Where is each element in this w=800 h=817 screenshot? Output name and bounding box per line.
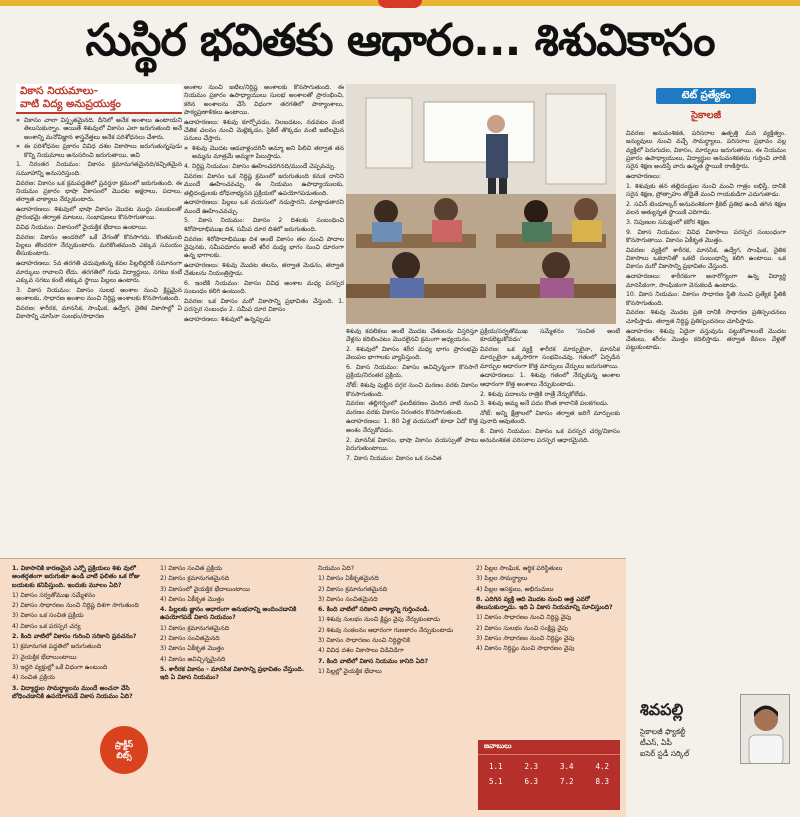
page-headline: సుస్థిర భవితకు ఆధారం... శిశువికాసం: [85, 15, 715, 66]
practice-question: 2. కింది వాటిలో వికాసం గురించి సరికాని ప్రవచనం?: [12, 633, 137, 641]
practice-option: 2) వికాసం క్రమానుగతమైనది: [160, 575, 230, 583]
practice-option: 1) వికాసం ఏకీకృతమైనది: [318, 575, 379, 583]
paragraph: వివరణ: ఒక వ్యక్తి శారీరక మార్పులైనా, మానసిక మార్పులైనా ఒక్కసారిగా సంభవించవు. గతంలో ఏర్పడిన మార్పుల ఆధారంగా కొత్త మార్పులు చేర్పులు జరుగుతాయి.: [480, 346, 620, 370]
article-column-1: [16, 84, 182, 554]
practice-option: 2) వికాసం సులభం నుంచి సంక్లిష్ట వైపు: [476, 624, 568, 632]
author-role: [640, 726, 740, 759]
practice-option: 4) సంచిత ప్రక్రియ: [12, 674, 55, 682]
practice-option: 1) వికాసం సర్వతోముఖ సమ్మేళనం: [12, 591, 96, 599]
paragraph: 1. శిశువుకు తన తల్లిదండ్రుల నుంచి మంచి గాత్రం లభిస్తే, దానికి సరైన శిక్షణ, ప్రోత్సాహం తోడైతే మంచి గాయకుడిగా ఎదుగుతాడు.: [626, 182, 786, 199]
paragraph: 6. వికాస నియమం: వికాసం అవిచ్ఛిన్నంగా కొనసాగే ప్రక్రియ/నిరంతర ప్రక్రియ.: [346, 364, 478, 380]
answers-table: [478, 759, 620, 789]
author-photo: [740, 694, 790, 764]
paragraph: ఉదాహరణ: శిశువు ఏదైనా వస్తువును పట్టుకోవాలంటే మొదట చేతులు, శరీరం మొత్తం కదిలిస్తాడు. తర్వాత కేవలం వేళ్లతో పట్టుకుంటాడు.: [626, 327, 786, 352]
paragraph: » శిశువు మొదట ఆడవాళ్లందరినీ అమ్మా అని పిలిచి తర్వాత తన అమ్మను మాత్రమే అమ్మగా పిలుస్తాడు.: [184, 145, 344, 162]
section1-list: [16, 117, 182, 160]
paragraph: ఉదాహరణలు: 1. 80 ఏళ్ల వయసులో కూడా ఏదో కొత్త అంశం నేర్చుకోవడం.: [346, 418, 478, 434]
paragraph: ఉదాహరణలు: శిశువులో ఉన్నప్పుడు: [184, 316, 271, 324]
paragraph: 3. వికాస నియమం: వికాసం సులభ అంశాల నుంచి క్లిష్టమైన అంశాలకు, సాధారణ అంశాల నుంచి నిర్దిష్ట అంశాలకు కొనసాగుతుంది.: [16, 286, 182, 302]
answer-cell: 3.4: [559, 762, 574, 771]
practice-option: నియమం ఏది?: [318, 565, 355, 572]
answer-cell: 5.1: [488, 777, 503, 786]
practice-option: 3) వికాసం ఒక సంచిత ప్రక్రియ: [12, 612, 84, 620]
section-heading-line1: వికాస నియమాలు-: [20, 85, 99, 97]
answer-cell: 1.1: [488, 762, 503, 771]
answers-row: [478, 774, 620, 789]
practice-question: 1. వికాసానికి కారణమైన ఎన్నో ప్రక్రియలు శిశు వులో అంతర్గతంగా జరుగుతూ ఉండి వాటి ఫలితం ఒక రోజు బయటకు కనిపిస్తుంది. ఇందుకు మూలం ఏది?: [12, 565, 140, 589]
paragraph: 6. ఇంటికి నియమం: వికాసం వివిధ అంశాల మధ్య పరస్పర సంబంధం కలిగి ఉంటుంది.: [184, 280, 344, 296]
paragraph: ఉదాహరణలు:: [626, 172, 661, 180]
author-name: శివపల్లి: [640, 700, 684, 719]
answers-title: జవాబులు: [478, 740, 620, 755]
paragraph: వివరణ: వికాసం ఒక క్రమపద్ధతిలో ప్రవర్తనా క్రమంలో జరుగుతుంది. ఈ నియమం ప్రకారం భాషా వికాసంలో మొదట అక్షరాలు, పదాలు, తర్వాత వాక్యాలు నేర్చుకుంటారు.: [16, 179, 182, 204]
practice-option: 2) వైయక్తిక భేదాలుంటాయి: [12, 653, 77, 661]
practice-option: 4) వికాసం ఒక పరస్పర చర్య: [12, 622, 81, 630]
practice-column-3: [318, 565, 468, 810]
paragraph: ఉదాహరణలు: శిశువు మొదట తలను, తర్వాత మెడను, తర్వాత చేతులను నియంత్రిస్తాడు.: [184, 261, 344, 278]
paragraph: 2. శిశువులో వికాసం శరీర మధ్య భాగం ప్రారంభమై వెలుపల భాగాలకు వ్యాపిస్తుంది.: [346, 346, 478, 362]
paragraph: వివరణ: అనువంశికత, పరిసరాల ఉత్పత్తి మన వ్యక్తిత్వం. జన్యువులు నుంచి వచ్చే సామర్థ్యాలు, పరిసరాల ప్రభావం వల్ల వ్యక్తిలో పెరుగుదల, వికాసం, మార్పులు జరుగుతాయి. ఈ నియమం ప్రకారం ఉపాధ్యాయులు, విద్యార్థుల అనువంశికతను గుర్తించి వారికి సరైన శిక్షణ అందిస్తే వారు ఉన్నత స్థాయికి రాణిస్తారు.: [626, 130, 786, 171]
practice-option: 2) పిల్లల సాంఘిక, ఆర్థిక పరిస్థితులు: [476, 565, 563, 572]
paragraph: వివరణ: ఒక వికాసం మరో వికాసాన్ని ప్రభావితం చేస్తుంది. 1. పరస్పర సంబంధం 2. సమీప దూర వికాసం: [184, 298, 344, 314]
practice-option: 4) వివిధ దశల వికాసాలు విడివిడిగా: [318, 647, 404, 655]
practice-option: 1) వికాసం సాధారణం నుంచి నిర్దిష్ట వైపు: [476, 614, 572, 622]
paragraph: ఉదాహరణలు: 5వ తరగతి చదువుతున్న కవల పిల్లలిద్దరికీ సమానంగా మార్కులు రావాలని లేదు. తరగతిలో గుడు విద్యార్థులు, సగటు కంటే ఎక్కువ సగటు కంటే తక్కువ స్థాయి పిల్లలు ఉంటారు.: [16, 260, 182, 284]
section-heading-line2: వాటి విద్య అనుప్రయుక్తం: [20, 98, 121, 110]
practice-question: 3. విద్యార్థుల సామర్థ్యాలను ముందే అంచనా వేసి బోధించడానికి ఉపయోగపడే వికాస నియమం ఏది?: [12, 684, 133, 700]
article-column-2: [184, 84, 344, 554]
article-column-4: [480, 328, 620, 554]
practice-option: 3) పిల్లల సామర్థ్యాలు: [476, 575, 528, 583]
practice-option: 1) వికాసం క్రమానుగతమైనది: [160, 624, 230, 632]
practice-option: 1) శిశువు సులభం నుంచి క్లిష్టం వైపు నేర్చుకుంటాడు: [318, 616, 441, 624]
paragraph: అంశాల నుంచి జటిల/నిర్దిష్ట అంశాలకు కొనసాగుతుంది. ఈ నియమం ప్రకారం ఉపాధ్యాయులు సులభ అంశాలతో ప్రారంభించి, కఠిన అంశాలను చేసే విధంగా తరగతిలో పాఠ్యాంశాలు, పాఠ్యప్రణాళికలు ఉంటాయి.: [184, 84, 344, 116]
paragraph: ఉదాహరణలు: శారీరకంగా అనారోగ్యంగా ఉన్న విద్యార్థి మానసికంగా, సాంఘికంగా వెనుకబడి ఉంటాడు.: [626, 273, 786, 289]
practice-label-line2: బిట్స్: [116, 751, 132, 760]
answer-cell: 6.3: [524, 777, 539, 786]
paragraph: ఉదాహరణలు: శిశువులో భాషా వికాసం మొదట ముద్దు పలుకులతో ప్రారంభమై తర్వాత మాటలు, సంభాషణలు కొనసాగుతాయి.: [16, 205, 182, 222]
subject-label: సైకాలజీ: [690, 110, 722, 121]
practice-option: 4) వికాసం అవిచ్ఛిన్నమైనది: [160, 655, 226, 663]
paragraph: 3. శిశువు అమ్మ అనే పదం కొంత కాలానికి పలకగలడు.: [480, 400, 609, 408]
practice-option: 3) ఇద్దరి వ్యక్తుల్లో ఒకే విధంగా ఉంటుంది: [12, 663, 108, 671]
paragraph: వివరణ: వికాసం అందరిలో ఒకే వేగంతో కొనసాగదు. కొంతమంది పిల్లలు తొందరగా నేర్చుకుంటారు. మరికొంతమంది ఎక్కువ సమయం తీసుకుంటారు.: [16, 233, 182, 258]
paragraph: » ఈ పరిశోధనల ప్రకారం వివిధ దశల వికాసాలు జరుగుతున్నపుడు కొన్ని నియమాలు అనుసరించి జరుగుతాయి. అవి: [16, 143, 182, 160]
paragraph: 1. నిరంతర నియమం: వికాసం క్రమానుగతమైనది/కచ్చితమైన సమూహాన్ని అనుసరిస్తుంది.: [16, 161, 182, 177]
practice-option: 3) వికాసం సంచితమైనది: [318, 595, 378, 603]
paragraph: 5. వికాస నియమం: వికాసం 2 దిశలకు సంబంధించి శిరోపాదాభిముఖ దిశ, సమీప దూర దిశలో జరుగుతుంది.: [184, 217, 344, 233]
practice-column-1: [12, 565, 152, 810]
tet-special-box: [626, 88, 786, 128]
author-box: [626, 686, 800, 817]
paragraph: 2. మానసిక వికాసం, భాషా వికాసం వయస్సుతో పాటు పెరుగుతుంటాయి.: [346, 436, 478, 452]
answer-cell: 2.3: [524, 762, 539, 771]
classroom-photo: [346, 84, 616, 324]
paragraph: వివరణ: శిశువు మొదట ప్రతి దానికి సాధారణ ప్రతిస్పందనలు చూపిస్తాడు. తర్వాత నిర్దిష్ట ప్రతిస్పందనలు చూపిస్తాడు.: [626, 309, 786, 325]
paragraph: ఉదాహరణలు: శిశువు కూర్చోవడం, నిలబడటం, నడవటం వంటి చేతిక చలనం నుంచి మెట్లెక్కడం, సైకిల్ తొక్కడం వంటి జటిలమైన పనులు చేస్తారు.: [184, 118, 344, 143]
paragraph: నోట్: అన్ని క్షేత్రాలలో వికాసం తర్వాత జరిగే మార్పులకు పునాది ఆవుతుంది.: [480, 410, 620, 426]
author-role-line3: ఐసెర్ స్టడీ సర్కిల్: [640, 749, 690, 758]
paragraph: శిశువు కదలికలు అంటే మొదట చేతులను విస్తరిస్తూ వేళ్లను కదిలించటం మొదలైనవి క్రమంగా అధ్యయనం.: [346, 328, 478, 344]
paragraph: వివరణ: వికాసం ఒక నిర్దిష్ట క్రమంలో జరుగుతుంది కనుక దానిని ముందే ఊహించవచ్చు. ఈ నియమం ఉపాధ్యాయులకు, తల్లిదండ్రులకు బోధనాభ్యసన ప్రక్రియలో ఉపయోగపడుతుంది.: [184, 172, 344, 197]
practice-question: 5. శారీరక వికాసం - మానసిక వికాసాన్ని ప్రభావితం చేస్తుంది. ఇది ఏ వికాస నియమం?: [160, 665, 305, 682]
practice-question: 7. కింది వాటిలో వికాస నియమం కానిది ఏది?: [318, 657, 429, 665]
paragraph: 9. వికాస నియమం: వివిధ వికాసాలు పరస్పర సంబంధంగా కొనసాగుతాయి. వికాసం ఏకీకృత మొత్తం.: [626, 228, 786, 245]
paragraph: » వికాసం చాలా విస్తృతమైనది. దీనిలో అనేక అంశాలు ఉంటాయని తెలుసుకున్నాం. ఆయితే శిశువులో వికాసం ఎలా జరుగుతుంది అనే అంశాన్ని మనోవిజ్ఞాన శాస్త్రవేత్తలు అనేక పరిశోధనలు చేశారు.: [16, 117, 182, 142]
practice-bits-badge: [100, 726, 148, 774]
practice-option: 2) వికాసం క్రమానుగతమైనది: [318, 585, 388, 593]
paragraph: వివరణ: శారీరక, మానసిక, సాంఘిక, ఉద్వేగ, నైతిక వికాసాల్లో ఏ వికాసాన్ని చూసినా సులభం/సాధారణ: [16, 304, 182, 321]
practice-option: 3) వికాసం సాధారణం నుంచి నిర్దిష్టానికి: [318, 637, 411, 645]
paragraph: 2. సచిన్ టెండూల్కర్ అనువంశికంగా క్రికెట్ ప్రతిభ ఉండి తగిన శిక్షణ వలన అత్యున్నత స్థాయికి ఎదిగాడు.: [626, 200, 786, 217]
paragraph: 3. నిపుణుల సమక్షంలో కఠోర శిక్షణ.: [626, 218, 711, 226]
practice-option: 1) పిల్లల్లో వైయక్తిక భేదాలు: [318, 667, 382, 675]
paragraph: 4. నిర్దిష్ట నియమం: వికాసం ఊహించదగినది/ముందే చెప్పవచ్చు.: [184, 163, 336, 171]
paragraph: 10. వికాస నియమం: వికాసం సాధారణ స్థితి నుంచి ప్రత్యేక స్థితికి కొనసాగుతుంది.: [626, 291, 786, 307]
paragraph: 8. వికాస నియమం: వికాసం ఒక పరస్పర చర్య/వికాసం అనువంశికత పరిసరాల పరస్పర ఆధారమైనది.: [480, 428, 620, 444]
paragraph: వివిధ నియమం: వికాసంలో వైయక్తిక భేదాలు ఉంటాయి.: [16, 224, 148, 232]
practice-question: 4. పిల్లలకు జ్ఞానం ఆధారంగా అనుభవాన్ని అందించడానికి ఉపయోగపడే వికాస నియమం?: [160, 606, 297, 622]
practice-option: 3) వికాసం ఏకీకృత మొత్తం: [160, 645, 225, 653]
paragraph: వివరణ: తల్లిగర్భంలో ఫలదీకరణం చెందిన నాటి నుంచి మరణం వరకు వికాసం నిరంతరం కొనసాగుతుంది.: [346, 400, 478, 416]
practice-option: 2) శిశువు సంకలనం ఆధారంగా గుణకారం నేర్చుకుంటాడు: [318, 626, 454, 634]
article-column-3: [346, 328, 478, 554]
section2-list: [184, 145, 344, 162]
practice-option: 1) క్రమానుగత పద్ధతిలో జరుగుతుంది: [12, 643, 102, 651]
answer-cell: 8.3: [595, 777, 610, 786]
practice-option: 2) వికాసం సంచితమైనది: [160, 635, 220, 643]
practice-question: 8. ఎదిగిన వ్యక్తి ఆది మొదట నుంచి అత్త ఎవరో తెలుసుకున్నాడు. ఇది ఏ వికాస నియమాన్ని సూచిస్తుంది?: [476, 595, 613, 612]
article-column-5: [626, 130, 786, 680]
paragraph: వివరణ: శిరోపాదాభిముఖ దిశ అంటే వికాసం తల నుంచి పాదాల వైపునకు, సమీపదూరం అంటే శరీర మధ్య భాగం నుంచి దూరంగా ఉన్న భాగాలకు.: [184, 235, 344, 260]
answers-box: [478, 740, 620, 810]
answer-cell: 4.2: [595, 762, 610, 771]
tet-badge: టెట్ ప్రత్యేకం: [656, 88, 756, 104]
paragraph: ఉదాహరణలు: పిల్లలు ఒక వయసులో నడుస్తారని, మాట్లాడతారని ముందే ఊహించవచ్చు.: [184, 199, 344, 215]
paragraph: 2. శిశువు పదాలను రాత్రికి రాత్రే నేర్చుకోలేడు.: [480, 390, 588, 398]
practice-option: 4) పిల్లల ఆసక్తులు, అభిరుచులు: [476, 585, 554, 593]
practice-label-line1: ప్రాక్టీస్: [114, 740, 134, 749]
practice-option: 4) వికాసం ఏకీకృత మొత్తం: [160, 595, 225, 603]
paragraph: 7. వికాస నియమం: వికాసం ఒక సంచిత: [346, 454, 442, 462]
paragraph: ఉదాహరణలు: 1. శిశువు గతంలో నేర్చుకున్న అంశాల ఆధారంగా కొత్త అంశాలు నేర్చుకుంటాడు.: [480, 372, 620, 388]
paragraph: వివరణ: వ్యక్తిలో శారీరక, మానసిక, ఉద్వేగ, సాంఘిక, నైతిక వికాసాలు ఒకదానితో ఒకటి సంబంధాన్ని కలిగి ఉంటాయి. ఒక వికాసం మరో వికాసాన్ని ప్రభావితం చేస్తుంది.: [626, 246, 786, 271]
practice-column-2: [160, 565, 310, 810]
author-role-line2: టీఎస్, ఏపీ: [640, 738, 672, 747]
practice-option: 3) వికాసం సాధారణం నుంచి నిర్దిష్టం వైపు: [476, 635, 575, 643]
answer-cell: 7.2: [559, 777, 574, 786]
practice-question: 6. కింది వాటిలో సరికాని వాక్యాన్ని గుర్తించండి.: [318, 606, 430, 614]
practice-option: 4) వికాసం నిర్దిష్టం నుంచి సాధారణం వైపు: [476, 645, 575, 653]
practice-option: 1) వికాసం సంచిత ప్రక్రియ: [160, 565, 222, 572]
practice-option: 3) వికాసంలో వైయక్తిక భేదాలుంటాయి: [160, 585, 250, 593]
top-badge-decoration: [378, 0, 422, 8]
author-role-line1: సైకాలజీ ఫ్యాకల్టీ: [640, 727, 686, 736]
practice-option: 2) వికాసం సాధారణం నుంచి నిర్దిష్ట దిశగా సాగుతుంది: [12, 602, 139, 610]
section-heading: [16, 84, 182, 114]
paragraph: నోట్: శిశువు పుట్టిన దగ్గర నుంచి మరణం వరకు వికాసం కొనసాగుతుంది.: [346, 382, 478, 398]
paragraph: ప్రక్రియ/సర్వతోముఖ సమ్మేళనం 'సంచిత అంటే కూడబెట్టుకోవడం': [480, 328, 620, 344]
answers-row: [478, 759, 620, 774]
